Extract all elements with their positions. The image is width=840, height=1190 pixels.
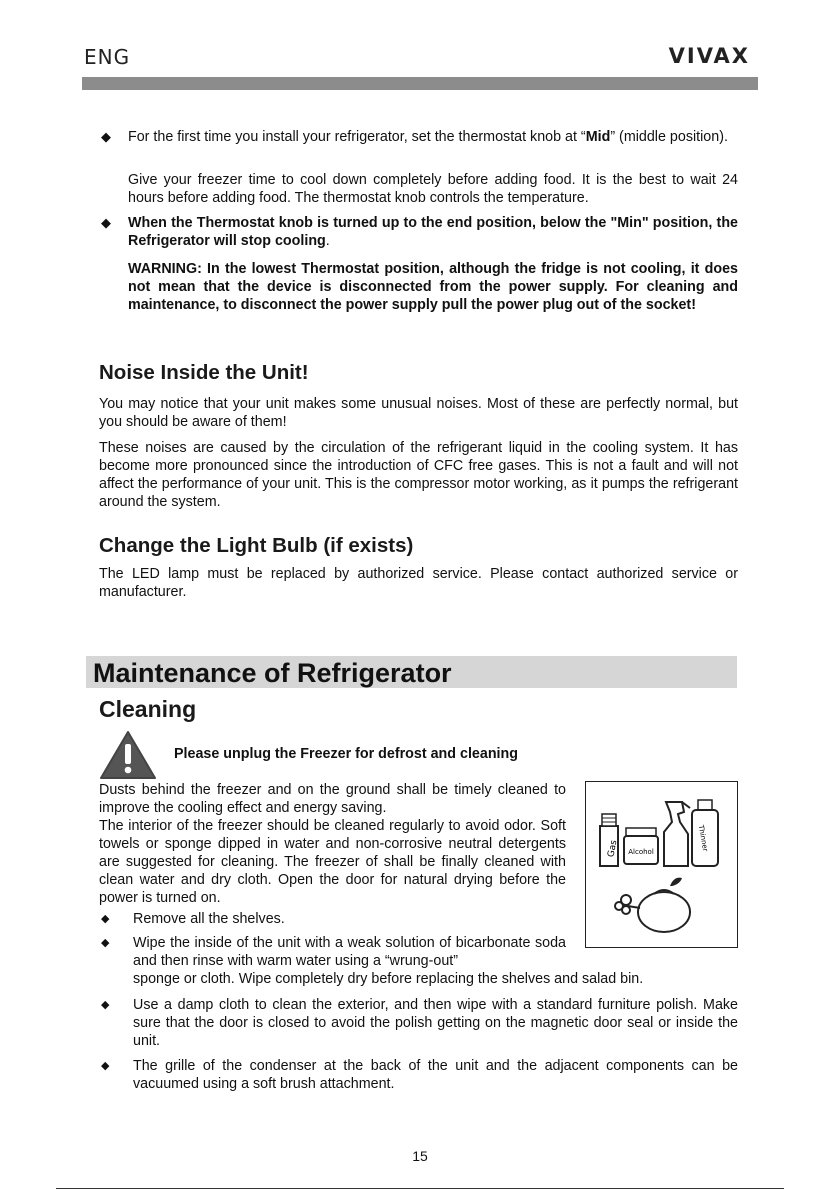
remove-shelves-item: Remove all the shelves. — [133, 911, 285, 927]
footer-rule — [56, 1188, 784, 1189]
bullet-diamond-icon: ◆ — [101, 937, 110, 949]
cleaning-products-illustration — [585, 781, 738, 948]
page-number: 15 — [412, 1148, 428, 1164]
bullet-diamond-icon: ◆ — [101, 913, 110, 925]
condenser-item: The grille of the condenser at the back of the unit and the adjacent components can be vacuumed using a soft brush attachment. — [133, 1058, 738, 1092]
alcohol-label: Alcohol — [628, 848, 654, 856]
header-bar — [82, 77, 758, 90]
dust-paragraph: Dusts behind the freezer and on the ground shall be timely cleaned to improve the cooling effect and energy saving. — [99, 782, 566, 816]
wipe-inside-item-cont: sponge or cloth. Wipe completely dry before replacing the shelves and salad bin. — [133, 971, 644, 987]
unplug-warning: Please unplug the Freezer for defrost and cleaning — [174, 746, 518, 762]
bullet-diamond-icon: ◆ — [101, 999, 110, 1011]
thinner-label: Thinner — [696, 824, 710, 853]
header-language: ENG — [84, 45, 131, 69]
gas-label: Gas — [606, 839, 620, 859]
exterior-item: Use a damp cloth to clean the exterior, and then wipe with a standard furniture polish. Make sure that the door is closed to avoid the polish getting on the magnetic door seal or inside the unit. — [133, 997, 738, 1049]
bullet-diamond-icon: ◆ — [101, 129, 111, 144]
stop-cooling-paragraph: When the Thermostat knob is turned up to the end position, below the "Min" position, the Refrigerator will stop cooling. — [128, 215, 738, 249]
warning-paragraph: WARNING: In the lowest Thermostat position, although the fridge is not cooling, it does not mean that the device is disconnected from the power supply. For cleaning and maintenance, to disconnect the power supply pull the power plug out of the socket! — [128, 261, 738, 313]
noise-heading: Noise Inside the Unit! — [99, 361, 309, 384]
cooldown-paragraph: Give your freezer time to cool down completely before adding food. It is the best to wait 24 hours before adding food. The thermostat knob controls the temperature. — [128, 172, 738, 206]
chemicals-warning-icon — [586, 782, 736, 946]
wipe-inside-item: Wipe the inside of the unit with a weak solution of bicarbonate soda and then rinse with warm water using a “wrung-out” — [133, 935, 566, 969]
thermostat-paragraph: For the first time you install your refrigerator, set the thermostat knob at “Mid” (middle position). — [128, 129, 728, 145]
maintenance-heading: Maintenance of Refrigerator — [93, 658, 452, 688]
bullet-diamond-icon: ◆ — [101, 1060, 110, 1072]
bulb-paragraph: The LED lamp must be replaced by authorized service. Please contact authorized service or manufacturer. — [99, 566, 738, 600]
warning-triangle-icon — [99, 730, 157, 780]
brand-logo: VIVAX — [668, 44, 750, 68]
noise-paragraph-2: These noises are caused by the circulation of the refrigerant liquid in the cooling system. It has become more pronounced since the introduction of CFC free gases. This is not a fault and will not affect the performance of your unit. This is the compressor motor working, as it pumps the refrigerant around the system. — [99, 440, 738, 510]
noise-paragraph-1: You may notice that your unit makes some unusual noises. Most of these are perfectly normal, but you should be aware of them! — [99, 396, 738, 430]
interior-paragraph: The interior of the freezer should be cleaned regularly to avoid odor. Soft towels or sponge dipped in water and non-corrosive neutral detergents are suggested for cleaning. The freezer of shall be finally cleaned with clean water and dry cloth. Open the door for natural drying before the power is turned on. — [99, 818, 566, 906]
cleaning-heading: Cleaning — [99, 696, 197, 722]
bullet-diamond-icon: ◆ — [101, 215, 111, 230]
bulb-heading: Change the Light Bulb (if exists) — [99, 534, 414, 557]
